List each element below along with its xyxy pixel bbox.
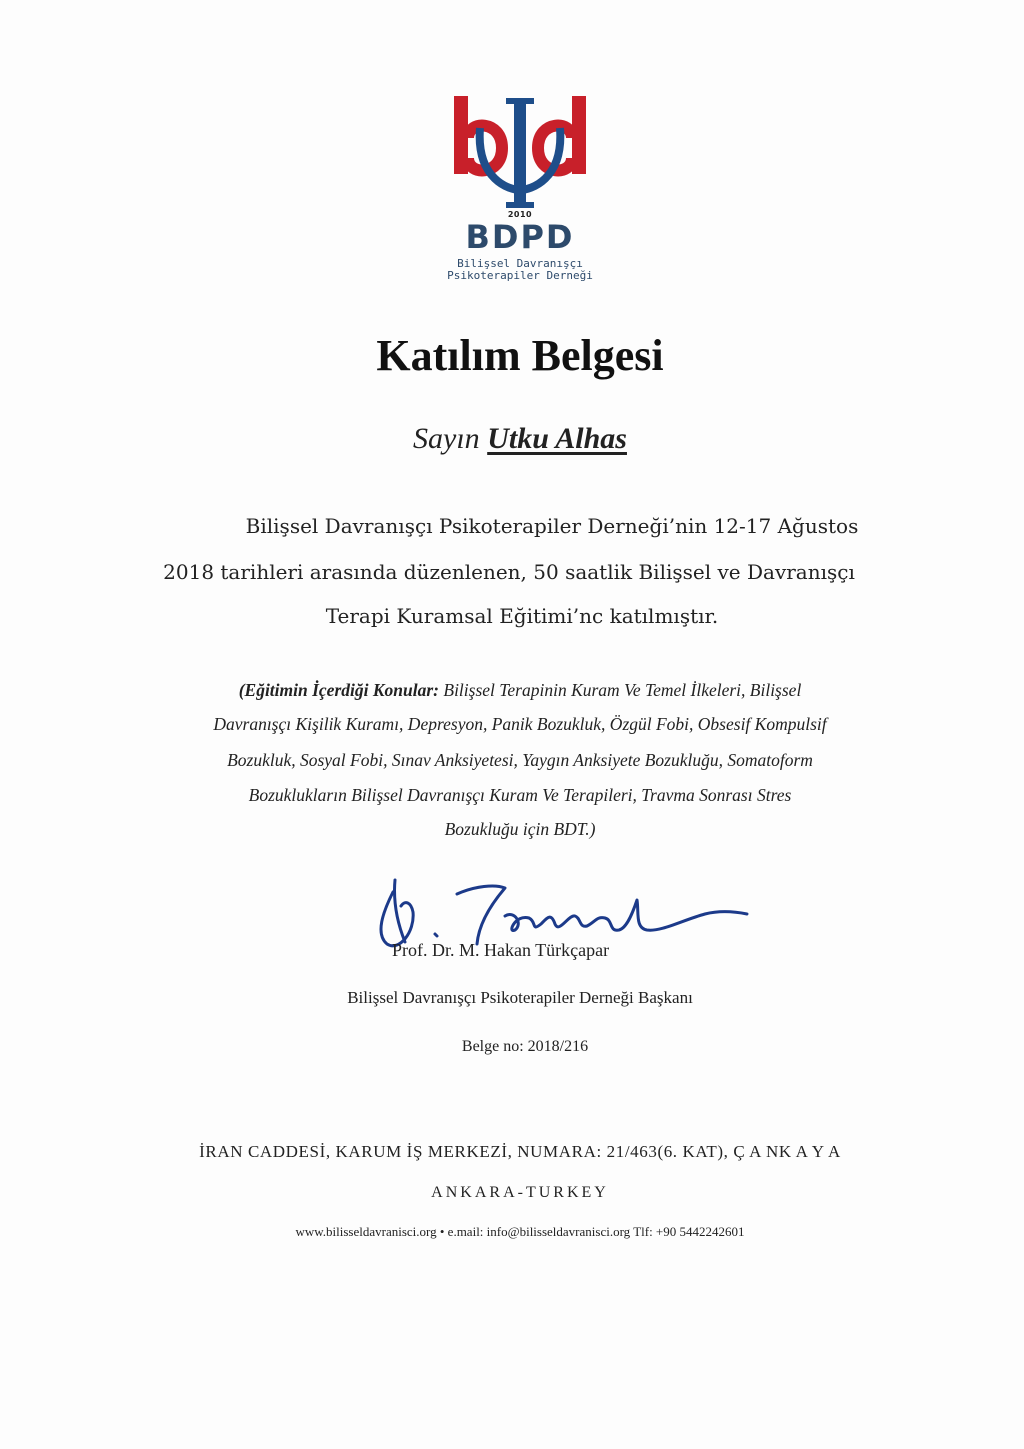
topics-line-1-text: Bilişsel Terapinin Kuram Ve Temel İlkeleri, Bilişsel [439,680,802,700]
topics-label: (Eğitimin İçerdiği Konular: [238,680,439,700]
salutation [0,422,1024,456]
logo-name-line2: Psikoterapiler Derneği [447,269,593,282]
topics-line-3: Bozukluk, Sosyal Fobi, Sınav Anksiyetesi, Yaygın Anksiyete Bozukluğu, Somatoform [227,750,813,770]
footer-address: İRAN CADDESİ, KARUM İŞ MERKEZİ, NUMARA: 21/463(6. KAT), Ç A NK A Y A [199,1142,841,1161]
document-number: Belge no: 2018/216 [461,1038,589,1055]
footer-contact: www.bilisseldavranisci.org • e.mail: info@bilisseldavranisci.org Tlf: +90 5442242601 [295,1224,745,1239]
footer-city: ANKARA-TURKEY [431,1184,609,1201]
topics-line-2: Davranışçı Kişilik Kuramı, Depresyon, Panik Bozukluk, Özgül Fobi, Obsesif Kompulsif [213,714,827,734]
certificate-title: Katılım Belgesi [376,331,664,380]
signatory-title: Bilişsel Davranışçı Psikoterapiler Derneği Başkanı [347,988,693,1007]
logo-year: 2010 [507,210,533,219]
topics-line-5: Bozukluğu için BDT.) [444,819,596,839]
logo-name-line1: Bilişsel Davranışçı [457,257,583,270]
salutation-prefix: Sayın [413,422,480,455]
topics-line-4: Bozuklukların Bilişsel Davranışçı Kuram Ve Terapileri, Travma Sonrası Stres [248,785,792,805]
bdpd-logo [440,90,600,300]
logo-organization-name [440,258,600,282]
psi-logo-mark [440,90,600,220]
body-line-3: Terapi Kuramsal Eğitimi’nc katılmıştır. [325,604,719,628]
recipient-name: Utku Alhas [487,422,627,455]
signatory-name: Prof. Dr. M. Hakan Türkçapar [392,940,610,960]
body-line-1: Bilişsel Davranışçı Psikoterapiler Derneği’nin 12-17 Ağustos [245,514,859,538]
topics-line-1 [0,680,1024,701]
body-line-2: 2018 tarihleri arasında düzenlenen, 50 saatlik Bilişsel ve Davranışçı [163,560,855,584]
logo-acronym: BDPD [465,218,575,256]
